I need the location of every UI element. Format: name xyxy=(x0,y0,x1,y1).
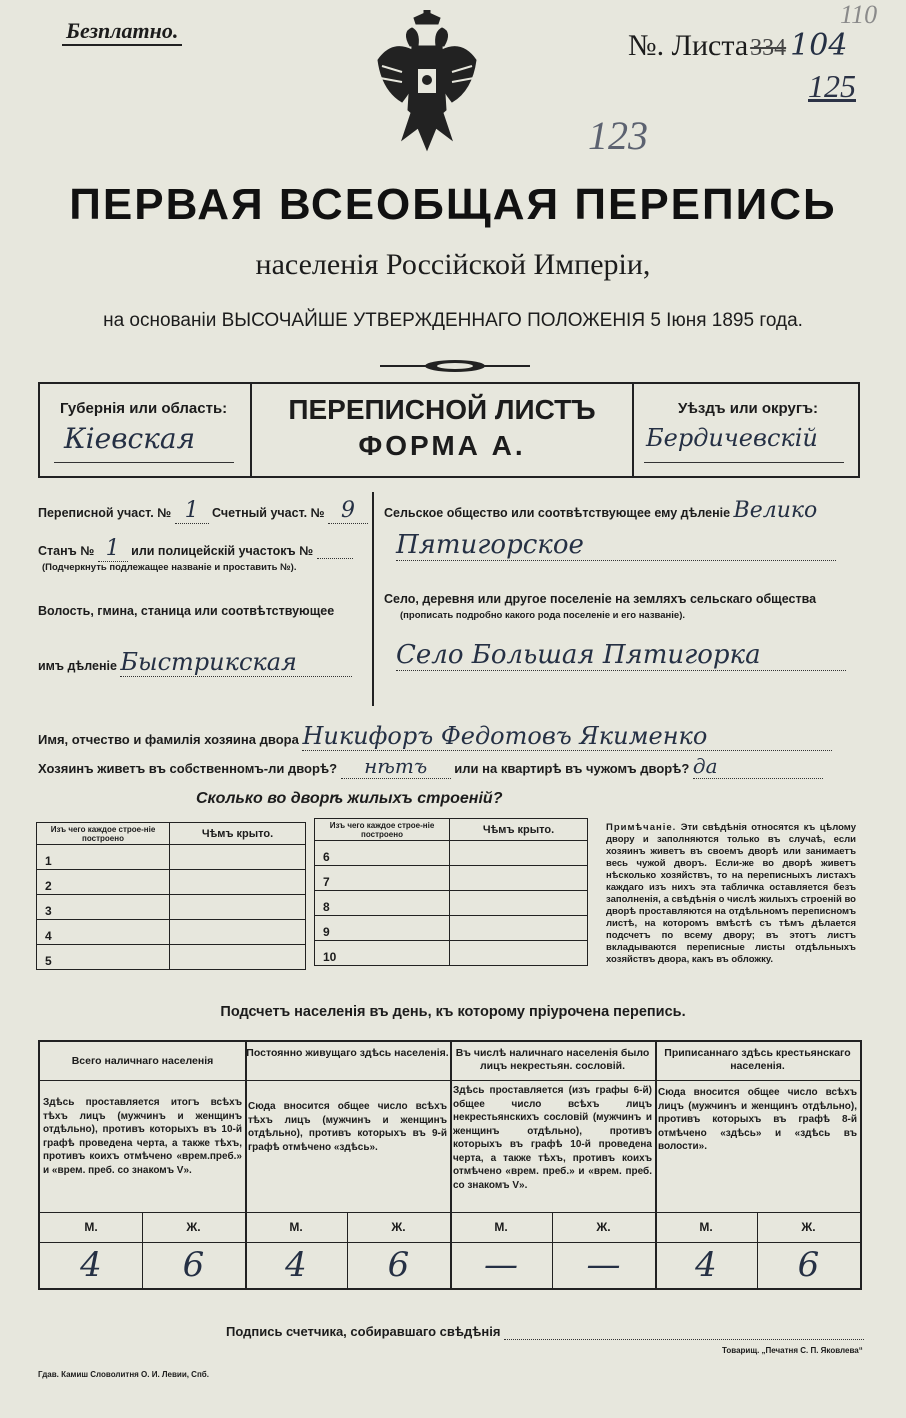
village-label: Село, деревня или другое поселеніе на земляхъ сельскаго общества xyxy=(384,592,817,606)
roof-cell xyxy=(450,866,588,891)
page-number-main: 125 xyxy=(808,68,856,104)
free-label: Безплатно. xyxy=(62,18,182,46)
own-yard-label: Хозяинъ живетъ въ собственномъ-ли дворѣ? xyxy=(38,761,338,776)
roof-cell xyxy=(170,945,306,970)
table-row xyxy=(37,920,306,945)
pop-nonpeasant-f-label: Ж. xyxy=(596,1220,611,1234)
page-number-top: 110 xyxy=(840,0,878,29)
society-row xyxy=(384,498,817,523)
row-number: 7 xyxy=(315,866,450,891)
counting-area-value: 9 xyxy=(328,498,368,524)
sheet-number-handwritten: 104 xyxy=(790,28,848,63)
rented-value: да xyxy=(693,754,823,779)
stan-value: 1 xyxy=(98,536,128,562)
ornament-divider xyxy=(380,356,530,376)
buildings-table-left xyxy=(36,822,306,970)
gubernia-label: Губернія или область: xyxy=(60,400,228,417)
sheet-number xyxy=(628,28,847,63)
roof-cell xyxy=(450,841,588,866)
census-area-label: Переписной участ. № xyxy=(38,506,172,520)
roof-cell xyxy=(170,920,306,945)
stan-label: Станъ № xyxy=(38,544,95,558)
table-row xyxy=(315,916,588,941)
society-label: Сельское общество или соотвѣтствующее ему дѣленіе xyxy=(384,506,731,520)
underline-note: (Подчеркнуть подлежащее названіе и проставить №). xyxy=(42,562,297,573)
pop-peasant-m: 4 xyxy=(695,1245,717,1285)
volost-row xyxy=(38,648,352,677)
pop-header-nonpeasant: Въ числѣ наличнаго населенія было лицъ некрестьян. сословій. xyxy=(455,1047,650,1072)
buildings-note xyxy=(606,822,856,966)
buildings-question: Сколько во дворѣ жилыхъ строеній? xyxy=(196,790,503,807)
form-title-2: ФОРМА А. xyxy=(358,430,526,461)
roof-cell xyxy=(450,891,588,916)
sheet-number-struck: 334 xyxy=(750,35,787,61)
form-title-cell xyxy=(252,384,632,476)
population-table xyxy=(38,1040,862,1290)
signature-row xyxy=(226,1324,864,1340)
owner-value: Никифоръ Федотовъ Якименко xyxy=(302,722,832,751)
pop-total-m: 4 xyxy=(80,1245,102,1285)
row-number: 10 xyxy=(315,941,450,966)
row-number: 5 xyxy=(37,945,170,970)
printer-left: Гдав. Камиш Словолитня О. И. Левии, Спб. xyxy=(38,1370,209,1379)
pop-permanent-m-label: М. xyxy=(289,1220,303,1234)
uezd-label: Уѣздъ или округъ: xyxy=(678,400,819,417)
uezd-cell xyxy=(634,384,858,476)
pop-header-peasant: Приписаннаго здѣсь крестьянскаго населенія. xyxy=(664,1047,851,1072)
note-title: Примѣчаніе. xyxy=(606,822,677,833)
table-row xyxy=(37,945,306,970)
roof-cell xyxy=(170,845,306,870)
pop-desc-total: Здѣсь проставляется итогъ всѣхъ тѣхъ лицъ (мужчинъ и женщинъ отдѣльно), противъ которыхъ въ 10-й графѣ проведена черта, а также тѣхъ, противъ коихъ отмѣчено «врем.преб.» и «врем. преб. со знакомъ V». xyxy=(43,1097,242,1176)
village-value: Село Большая Пятигорка xyxy=(396,640,846,671)
stan-row xyxy=(38,536,353,562)
row-number: 3 xyxy=(37,895,170,920)
roof-cell xyxy=(170,870,306,895)
pop-desc-nonpeasant: Здѣсь проставляется (изъ графы 6-й) общее число всѣхъ лицъ некрестьянскихъ сословій (мужчинъ и женщинъ отдѣльно), противъ которыхъ въ графѣ 10-й проведена черта, а также тѣхъ, противъ коихъ отмѣчено «врем. преб.» и «врем. преб. со знакомъ V». xyxy=(453,1085,652,1191)
table-row xyxy=(315,891,588,916)
row-number: 8 xyxy=(315,891,450,916)
table-row xyxy=(37,870,306,895)
police-value-blank xyxy=(317,544,353,559)
roof-cell xyxy=(170,895,306,920)
signature-line xyxy=(504,1324,864,1340)
fields-divider xyxy=(372,492,374,706)
pop-nonpeasant-f: — xyxy=(586,1245,621,1285)
police-label: или полицейскій участокъ № xyxy=(131,544,314,558)
uezd-underline xyxy=(644,462,844,463)
census-area-value: 1 xyxy=(175,498,209,524)
roof-cell xyxy=(450,916,588,941)
note-text: Эти свѣдѣнія относятся къ цѣлому двору и заполняются только въ случаѣ, если хозяинъ живетъ въ своемъ дворѣ или занимаетъ весь чужой дворъ. Если-же во дворѣ живетъ нѣсколько хозяйствъ, то на переписныхъ листахъ каждаго изъ нихъ эта табличка оставляется безъ заполненія, а свѣдѣнія о числѣ жилыхъ строеній во дворѣ проставляются на отдѣльномъ переписномъ листѣ, на которомъ вмѣстѣ съ тѣмъ дѣлается подсчетъ по всему двору; въ этотъ листъ вкладываются переписные листы отдѣльныхъ хозяйствъ двора, какъ въ обложку. xyxy=(606,822,856,965)
row-number: 1 xyxy=(37,845,170,870)
table-row xyxy=(37,895,306,920)
gubernia-underline xyxy=(54,462,234,463)
society-value-1: Велико xyxy=(733,498,818,523)
form-title-1: ПЕРЕПИСНОЙ ЛИСТЪ xyxy=(288,394,596,425)
counting-area-label: Счетный участ. № xyxy=(212,506,325,520)
owner-row xyxy=(38,722,832,751)
volost-label-2: имъ дѣленіе xyxy=(38,659,117,673)
pop-nonpeasant-m-label: М. xyxy=(494,1220,508,1234)
imperial-eagle-emblem xyxy=(372,10,482,170)
row-number: 6 xyxy=(315,841,450,866)
pop-nonpeasant-m: — xyxy=(484,1245,518,1285)
gubernia-value: Кіевская xyxy=(64,422,196,455)
page-number-circled: 123 xyxy=(588,113,648,158)
table-row xyxy=(315,941,588,966)
row-number: 9 xyxy=(315,916,450,941)
sub-title: населенія Россійской Имперіи, xyxy=(255,248,651,281)
pop-peasant-m-label: М. xyxy=(699,1220,713,1234)
buildings-col-roof: Чѣмъ крыто. xyxy=(170,823,306,845)
table-row xyxy=(315,866,588,891)
population-title: Подсчетъ населенія въ день, къ которому пріурочена перепись. xyxy=(220,1004,686,1020)
printer-right: Товарищ. „Печатня С. П. Яковлева“ xyxy=(722,1346,863,1355)
buildings-col-roof-2: Чѣмъ крыто. xyxy=(450,819,588,841)
pop-desc-peasant: Сюда вносится общее число всѣхъ лицъ (мужчинъ и женщинъ отдѣльно), противъ которыхъ въ графѣ 8-й отмѣчено «здѣсь» и «здѣсь въ волости». xyxy=(658,1087,857,1152)
table-row xyxy=(37,845,306,870)
pop-permanent-m: 4 xyxy=(285,1245,307,1285)
volost-label: Волость, гмина, станица или соотвѣтствующее xyxy=(38,604,335,618)
pop-permanent-f-label: Ж. xyxy=(391,1220,406,1234)
basis-line: на основаніи ВЫСОЧАЙШЕ УТВЕРЖДЕННАГО ПОЛОЖЕНІЯ 5 Іюня 1895 года. xyxy=(103,310,803,331)
signature-label: Подпись счетчика, собиравшаго свѣдѣнія xyxy=(226,1324,501,1339)
buildings-col-material: Изъ чего каждое строе-ніе построено xyxy=(37,823,170,845)
pop-header-permanent: Постоянно живущаго здѣсь населенія. xyxy=(246,1047,449,1059)
rented-label: или на квартирѣ въ чужомъ дворѣ? xyxy=(454,761,690,776)
header-box xyxy=(38,382,860,478)
pop-header-total: Всего наличнаго населенія xyxy=(71,1055,214,1067)
pop-desc-permanent: Сюда вносится общее число всѣхъ тѣхъ лицъ (мужчинъ и женщинъ отдѣльно), противъ которыхъ въ 9-й графѣ отмѣчено «здѣсь». xyxy=(248,1101,447,1153)
sheet-number-label: №. Листа xyxy=(628,29,749,62)
table-row xyxy=(315,841,588,866)
pop-total-f: 6 xyxy=(182,1245,205,1285)
buildings-table-right xyxy=(314,818,588,966)
pop-total-f-label: Ж. xyxy=(186,1220,201,1234)
pop-total-m-label: М. xyxy=(84,1220,98,1234)
gubernia-cell xyxy=(40,384,250,476)
pop-peasant-f-label: Ж. xyxy=(801,1220,816,1234)
area-row xyxy=(38,498,368,524)
village-note: (прописать подробно какого рода поселеніе и его названіе). xyxy=(400,610,686,621)
buildings-col-material-2: Изъ чего каждое строе-ніе построено xyxy=(315,819,450,841)
owner-label: Имя, отчество и фамилія хозяина двора xyxy=(38,732,299,747)
yard-row xyxy=(38,754,823,779)
volost-value: Быстрикская xyxy=(120,648,352,677)
main-title: ПЕРВАЯ ВСЕОБЩАЯ ПЕРЕПИСЬ xyxy=(69,180,837,229)
roof-cell xyxy=(450,941,588,966)
row-number: 2 xyxy=(37,870,170,895)
uezd-value: Бердичевскій xyxy=(646,424,818,452)
pop-permanent-f: 6 xyxy=(387,1245,410,1285)
row-number: 4 xyxy=(37,920,170,945)
own-yard-value: нѣтъ xyxy=(341,754,451,779)
pop-peasant-f: 6 xyxy=(797,1245,820,1285)
society-value-2: Пятигорское xyxy=(396,530,836,561)
